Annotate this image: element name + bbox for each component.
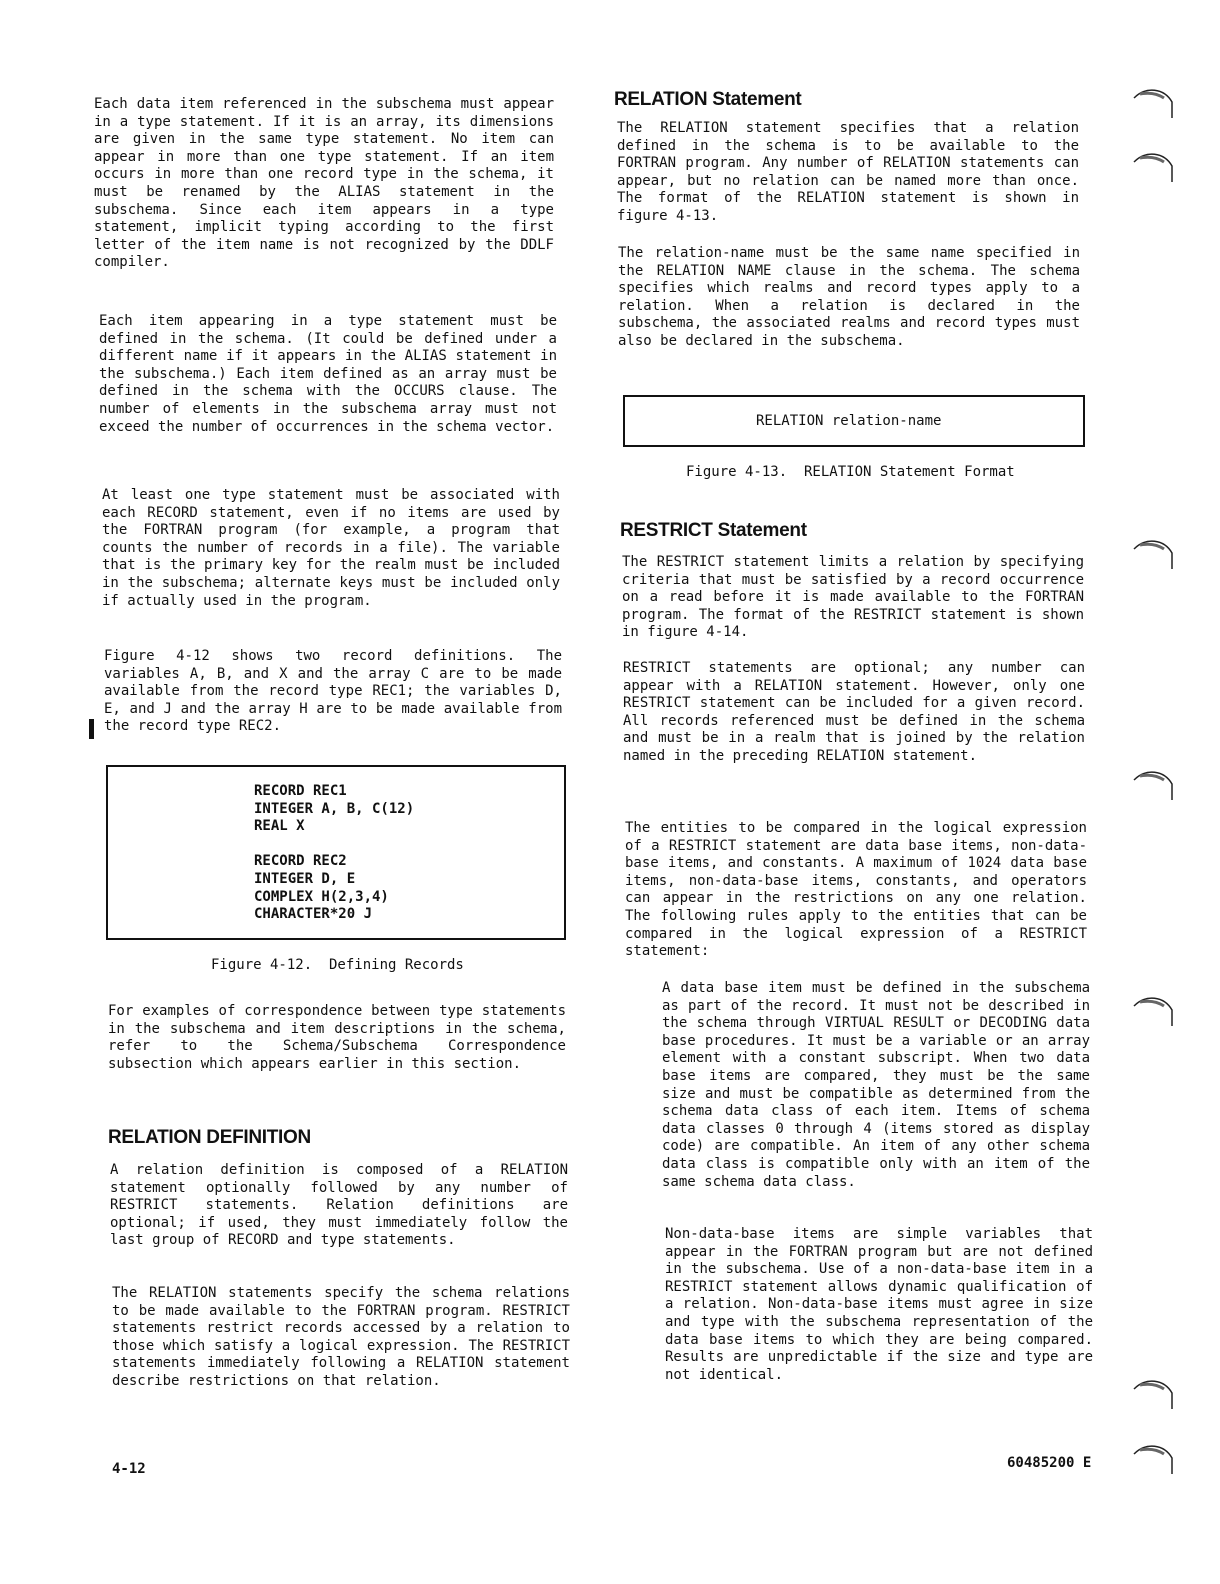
body-paragraph: Each item appearing in a type statement must be defined in the schema. (It could be defined under a different name if it appears in the ALIAS statement in the subschema.) Each item defined as an array must be defined in the schema with the OCCURS clause. The number of elements in the subschema array must not exceed the number of occurrences in the schema vector. bbox=[99, 313, 557, 435]
figure-4-13-caption: Figure 4-13. RELATION Statement Format bbox=[686, 464, 1015, 480]
body-paragraph: The RESTRICT statement limits a relation by specifying criteria that must be satisfied by a record occurrence on a read before it is made available to the FORTRAN program. The format of the RESTRICT statement is shown in figure 4-14. bbox=[622, 554, 1084, 641]
page-number: 4-12 bbox=[112, 1461, 146, 1477]
binder-hole-mark bbox=[1130, 84, 1180, 124]
binder-hole-mark bbox=[1130, 1440, 1180, 1480]
body-paragraph: The relation-name must be the same name specified in the RELATION NAME clause in the schema. The schema specifies which realms and record types apply to a relation. When a relation is declared in the subschema, the associated realms and record types must also be declared in the subschema. bbox=[618, 245, 1080, 349]
body-paragraph: RESTRICT statements are optional; any number can appear with a RELATION statement. However, only one RESTRICT statement can be included for a given record. All records referenced must be defined in the schema and must be in a realm that is joined by the relation named in the preceding RELATION statement. bbox=[623, 660, 1085, 764]
body-paragraph: A relation definition is composed of a RELATION statement optionally followed by any number of RESTRICT statements. Relation definitions are optional; if used, they must immediately follow the last group of RECORD and type statements. bbox=[110, 1162, 568, 1249]
binder-hole-mark bbox=[1130, 148, 1180, 188]
body-paragraph: For examples of correspondence between type statements in the subschema and item descriptions in the schema, refer to the Schema/Subschema Correspondence subsection which appears earlier in this section. bbox=[108, 1003, 566, 1072]
body-paragraph: The RELATION statement specifies that a relation defined in the schema is to be available to the FORTRAN program. Any number of RELATION statements can appear, but no relation can be named more than once. The format of the RELATION statement is shown in figure 4-13. bbox=[617, 120, 1079, 224]
binder-hole-mark bbox=[1130, 1375, 1180, 1415]
binder-hole-mark bbox=[1130, 766, 1180, 806]
section-heading-relation-definition: RELATION DEFINITION bbox=[108, 1127, 311, 1148]
body-paragraph: The entities to be compared in the logical expression of a RESTRICT statement are data base items, non-data-base items, and constants. A maximum of 1024 data base items, non-data-base items, constants, and operators can appear in the restrictions on any one relation. The following rules apply to the entities that can be compared in the logical expression of a RESTRICT statement: bbox=[625, 820, 1087, 960]
indented-rule-paragraph: Non-data-base items are simple variables that appear in the FORTRAN program but are not defined in the subschema. Use of a non-data-base item in a RESTRICT statement allows dynamic qualification of a relation. Non-data-base items must agree in size and type with the subschema representation of the data base items to which they are being compared. Results are unpredictable if the size and type are not identical. bbox=[665, 1226, 1093, 1383]
figure-4-12-box bbox=[106, 765, 566, 940]
change-bar bbox=[89, 719, 94, 739]
binder-hole-mark bbox=[1130, 535, 1180, 575]
body-paragraph: Figure 4-12 shows two record definitions. The variables A, B, and X and the array C are to be made available from the record type REC1; the variables D, E, and J and the array H are to be made available from the record type REC2. bbox=[104, 648, 562, 735]
binder-hole-mark bbox=[1130, 992, 1180, 1032]
indented-rule-paragraph: A data base item must be defined in the subschema as part of the record. It must not be described in the schema through VIRTUAL RESULT or DECODING data base procedures. It must be a variable or an array element with a constant subscript. When two data base items are compared, they must be the same size and must be compatible as determined from the schema data class of each item. Items of schema data classes 0 through 4 (items stored as display code) are compatible. An item of any other schema data class is compatible only with an item of the same schema data class. bbox=[662, 980, 1090, 1190]
heading-restrict-statement: RESTRICT Statement bbox=[620, 520, 807, 541]
document-number: 60485200 E bbox=[1007, 1455, 1092, 1471]
figure-4-12-code: RECORD REC1 INTEGER A, B, C(12) REAL X RECORD REC2 INTEGER D, E COMPLEX H(2,3,4) CHARACTER*20 J bbox=[254, 783, 415, 923]
figure-4-13-code: RELATION relation-name bbox=[756, 413, 942, 429]
figure-4-12-caption: Figure 4-12. Defining Records bbox=[211, 957, 464, 973]
heading-relation-statement: RELATION Statement bbox=[614, 89, 802, 110]
figure-4-13-box bbox=[623, 395, 1085, 447]
body-paragraph: Each data item referenced in the subschema must appear in a type statement. If it is an array, its dimensions are given in the same type statement. No item can appear in more than one type statement. If an item occurs in more than one record type in the schema, it must be renamed by the ALIAS statement in the subschema. Since each item appears in a type statement, implicit typing according to the first letter of the item name is not recognized by the DDLF compiler. bbox=[94, 96, 554, 271]
body-paragraph: The RELATION statements specify the schema relations to be made available to the FORTRAN program. RESTRICT statements restrict records accessed by a relation to those which satisfy a logical expression. The RESTRICT statements immediately following a RELATION statement describe restrictions on that relation. bbox=[112, 1285, 570, 1389]
body-paragraph: At least one type statement must be associated with each RECORD statement, even if no items are used by the FORTRAN program (for example, a program that counts the number of records in a file). The variable that is the primary key for the realm must be included in the subschema; alternate keys must be included only if actually used in the program. bbox=[102, 487, 560, 609]
